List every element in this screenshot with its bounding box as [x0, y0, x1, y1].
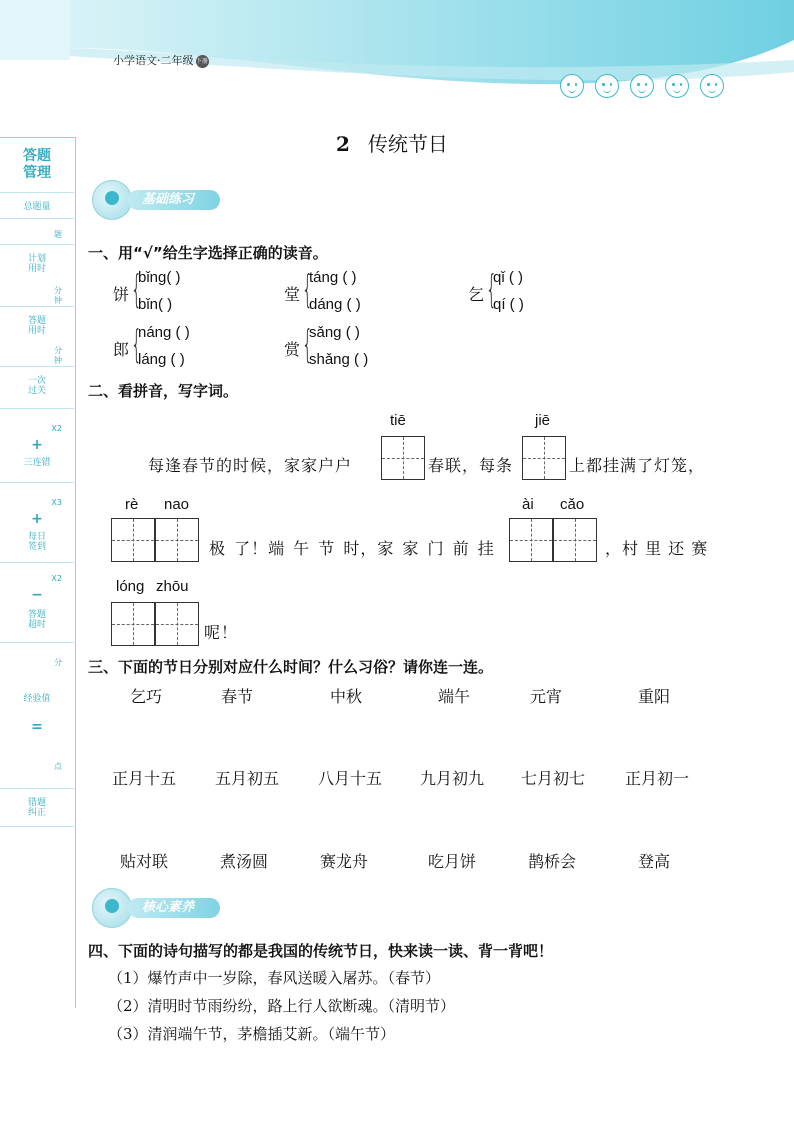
sidebar-item — [0, 286, 62, 306]
pinyin-label: cǎo — [560, 496, 585, 513]
lesson-title — [336, 128, 448, 157]
writing-box[interactable] — [522, 436, 566, 480]
sidebar-item: 分 — [54, 658, 62, 667]
pinyin-option: shǎng ( ) — [309, 351, 369, 368]
badge-label: 基础练习 — [128, 190, 220, 210]
pinyin-option: náng ( ) — [138, 324, 190, 341]
date-item[interactable]: 八月十五 — [318, 769, 383, 788]
date-item[interactable]: 九月初九 — [420, 769, 485, 788]
section2-heading: 二、看拼音，写字词。 — [88, 382, 239, 400]
lesson-title-text: 传统节日 — [367, 132, 448, 156]
pinyin-label: jiē — [535, 412, 551, 429]
sidebar-item: X3 — [51, 498, 62, 507]
date-item[interactable]: 正月初一 — [625, 769, 690, 788]
festival-item[interactable]: 端午 — [438, 687, 471, 706]
sidebar-item-text: 一次过关 — [27, 376, 46, 396]
char-qi: 乞 — [468, 285, 485, 304]
sidebar-item: + — [31, 511, 43, 527]
writing-box[interactable] — [111, 602, 155, 646]
pinyin-label: nao — [164, 496, 190, 513]
sidebar-item: = — [31, 719, 43, 735]
brace: { — [302, 322, 313, 366]
custom-item[interactable]: 登高 — [638, 852, 671, 871]
sidebar-item-text: 答题用时 — [27, 316, 46, 336]
section3-heading: 三、下面的节日分别对应什么时间？什么习俗？请你连一连。 — [88, 658, 494, 676]
sidebar-item-text: 答题超时 — [27, 610, 46, 630]
face-icons — [560, 74, 735, 102]
festival-item[interactable]: 春节 — [221, 687, 254, 706]
sentence-text: 呢！ — [204, 623, 239, 642]
pinyin-option: qǐ ( ) — [493, 269, 523, 286]
pinyin-label: rè — [125, 496, 139, 513]
sidebar-item — [0, 376, 74, 396]
pinyin-label: ài — [522, 496, 534, 513]
sentence-text: 上都挂满了灯笼， — [569, 456, 706, 475]
answer-management-sidebar — [0, 137, 76, 1008]
section1-heading: 一、用“√”给生字选择正确的读音。 — [88, 244, 328, 262]
sidebar-item-text: 每日签到 — [27, 532, 46, 552]
pinyin-label: zhōu — [156, 578, 189, 595]
mascot-icon — [92, 180, 132, 220]
core-literacy-badge — [92, 888, 232, 922]
festival-item[interactable]: 乞巧 — [130, 687, 163, 706]
festival-item[interactable]: 元宵 — [530, 687, 563, 706]
writing-box[interactable] — [155, 602, 199, 646]
pinyin-option: táng ( ) — [309, 269, 357, 286]
writing-box[interactable] — [553, 518, 597, 562]
brace: { — [131, 322, 142, 366]
char-lang: 郎 — [113, 340, 130, 359]
sidebar-item-text: 计划用时 — [27, 254, 46, 274]
basic-practice-badge — [92, 180, 232, 214]
pinyin-option: dáng ( ) — [309, 296, 361, 313]
sidebar-item — [0, 346, 62, 366]
sidebar-title — [0, 148, 74, 182]
char-tang: 堂 — [284, 285, 301, 304]
custom-item[interactable]: 鹊桥会 — [528, 852, 577, 871]
custom-item[interactable]: 贴对联 — [120, 852, 169, 871]
writing-box[interactable] — [155, 518, 199, 562]
festival-item[interactable]: 重阳 — [638, 687, 671, 706]
sidebar-item: 点 — [54, 762, 62, 771]
smiley-icon — [630, 74, 654, 98]
festival-item[interactable]: 中秋 — [330, 687, 363, 706]
sentence-text: ，村 里 还 赛 — [605, 539, 709, 558]
sidebar-item: + — [31, 437, 43, 453]
sidebar-item: X2 — [51, 574, 62, 583]
lesson-number: 2 — [336, 132, 350, 156]
sidebar-item — [0, 254, 74, 274]
date-item[interactable]: 五月初五 — [215, 769, 280, 788]
poem-line: （3）清润端午节，茅檐插艾新。（端午节） — [108, 1025, 396, 1043]
sidebar-item: 三连错 — [23, 458, 51, 468]
brace: { — [131, 267, 142, 311]
sidebar-item: 题 — [54, 230, 62, 239]
sidebar-title-text: 答题管理 — [23, 148, 51, 181]
poem-line: （1）爆竹声中一岁除，春风送暖入屠苏。（春节） — [108, 969, 441, 987]
writing-box[interactable] — [381, 436, 425, 480]
sidebar-item — [0, 798, 74, 818]
lightbulb-icon — [92, 888, 132, 928]
pinyin-option: láng ( ) — [138, 351, 185, 368]
series-text: 小学语文·二年级 — [113, 54, 194, 67]
badge-label: 核心素养 — [128, 898, 220, 918]
sidebar-item-text: 分钟 — [54, 286, 62, 305]
pinyin-label: tiē — [390, 412, 406, 429]
series-label — [113, 52, 209, 68]
sidebar-item-text: 分钟 — [54, 346, 62, 365]
pinyin-option: bǐng( ) — [138, 269, 181, 286]
smiley-icon — [700, 74, 724, 98]
custom-item[interactable]: 吃月饼 — [428, 852, 477, 871]
custom-item[interactable]: 煮汤圆 — [220, 852, 269, 871]
poem-line: （2）清明时节雨纷纷，路上行人欲断魂。（清明节） — [108, 997, 456, 1015]
sidebar-item — [0, 532, 74, 552]
brace: { — [302, 267, 313, 311]
writing-box[interactable] — [509, 518, 553, 562]
char-shang: 赏 — [284, 340, 301, 359]
sidebar-item — [0, 316, 74, 336]
date-item[interactable]: 正月十五 — [112, 769, 177, 788]
pinyin-option: qí ( ) — [493, 296, 524, 313]
date-item[interactable]: 七月初七 — [521, 769, 586, 788]
custom-item[interactable]: 赛龙舟 — [320, 852, 369, 871]
sidebar-item: 总题量 — [23, 202, 51, 212]
pinyin-label: lóng — [116, 578, 145, 595]
sidebar-item — [0, 610, 74, 630]
sidebar-item: X2 — [51, 424, 62, 433]
pinyin-option: bǐn( ) — [138, 296, 173, 313]
smiley-icon — [595, 74, 619, 98]
sidebar-item: 经验值 — [23, 694, 51, 704]
section4-heading: 四、下面的诗句描写的都是我国的传统节日，快来读一读、背一背吧！ — [88, 942, 554, 960]
sidebar-item-text: 错题纠正 — [27, 798, 46, 818]
volume-badge: 下册 — [196, 55, 209, 68]
smiley-icon — [560, 74, 584, 98]
smiley-icon — [665, 74, 689, 98]
char-bing: 饼 — [113, 285, 130, 304]
writing-box[interactable] — [111, 518, 155, 562]
sentence-text: 极 了！端 午 节 时，家 家 门 前 挂 — [209, 539, 495, 558]
sentence-text: 春联，每条 — [428, 456, 514, 475]
pinyin-option: sǎng ( ) — [309, 324, 360, 341]
brace: { — [486, 267, 497, 311]
sidebar-item: − — [31, 587, 43, 603]
sentence-text: 每逢春节的时候，家家户户 — [148, 456, 353, 475]
